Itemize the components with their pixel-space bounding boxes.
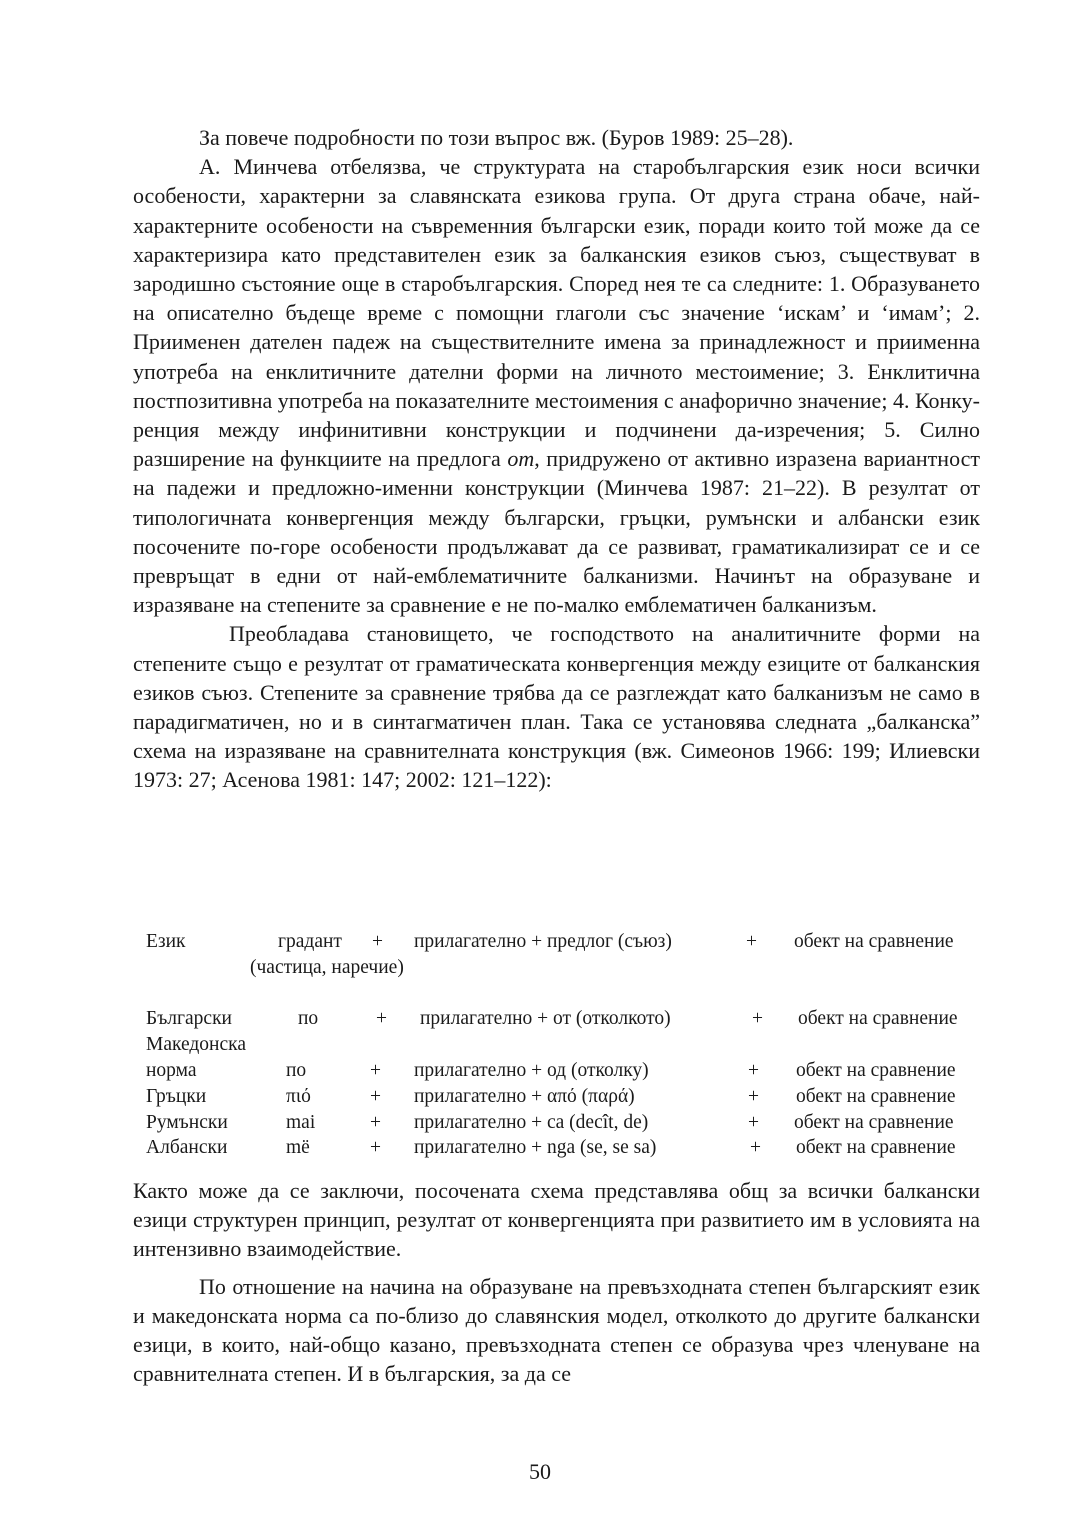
paragraph-mincheva	[133, 152, 980, 619]
row-plus-1: +	[370, 1137, 381, 1159]
row-gradant: πιό	[286, 1085, 311, 1107]
paragraph-analytic-forms: Преобладава становището, че господството на аналитичните форми на степените също е резултат от граматическата конвергенция между езиците от балканския езиков съюз. Степените за сравнение трябва да се разглеждат като балканизъм не само в парадигматичен, но и в синтагматичен план. Така се установява следната „балканска” схема на изразяване на сравнителната конструкция (вж. Симеонов 1966: 199; Илиевски 1973: 27; Асенова 1981: 147; 2002: 121–122):	[133, 621, 980, 793]
header-formula: прилагателно + предлог (съюз)	[414, 931, 672, 952]
paragraph-mincheva-part1: А. Минчева отбелязва, че структурата на старобългарския език носи всички особености, характерни за славянската езикова група. От друга страна обаче, най-характерните особености на съвременния български език, поради които той може да се характеризира като представителен език за балканския езиков съюз, съществуват в зародишно състояние още в старобългарския. Според нея те са следните: 1. Образуването на описателно бъдеще време с помощни глаголи със значение ‘искам’ и ‘имам’; 2. Приименен дателен падеж на съществителните имена за принадлежност и приименна употреба на енклитичните дателни форми на личното местоимение; 3. Енклитична постпозитивна употреба на показателните местоимения с анафорично значение; 4. Конкуренция между инфинитивни конструкции и подчинени да-изречения; 5. Силно разширение на функциите на предлога	[133, 154, 980, 472]
row-plus-1: +	[376, 1008, 387, 1030]
row-gradant: по	[298, 1008, 319, 1030]
row-language: Албански	[146, 1137, 228, 1159]
page-number: 50	[529, 1459, 551, 1484]
row-formula: прилагателно + од (отколку)	[414, 1059, 649, 1081]
table-row	[146, 1084, 986, 1110]
row-gradant: mai	[286, 1111, 316, 1133]
row-formula: прилагателно + από (παρά)	[414, 1085, 635, 1107]
table-spacer	[146, 981, 986, 1007]
row-plus-2: +	[752, 1008, 763, 1030]
row-object: обект на сравнение	[796, 1059, 956, 1081]
row-plus-2: +	[748, 1059, 759, 1081]
row-formula: прилагателно + ca (decît, de)	[414, 1111, 649, 1133]
row-language: Гръцки	[146, 1085, 207, 1107]
paragraph-superlative: По отношение на начина на образуване на превъзходната степен българският език и македонската норма са по-близо до славянския модел, отколкото до другите балкански езици, в които, най-общо казано, превъзходната степен се образува чрез членуване на сравнителната степен. И в българския, за да се	[133, 1273, 980, 1387]
table-row	[146, 1135, 986, 1161]
table-row	[146, 1032, 986, 1058]
row-plus-2: +	[748, 1111, 759, 1133]
table-row	[146, 1110, 986, 1136]
row-plus-2: +	[748, 1085, 759, 1107]
row-gradant: më	[286, 1137, 310, 1159]
row-gradant: по	[286, 1059, 307, 1081]
header-gradant-note: (частица, наречие)	[250, 956, 404, 978]
row-plus-1: +	[370, 1111, 381, 1133]
row-plus-2: +	[750, 1137, 761, 1159]
body-text-bottom	[133, 1176, 980, 1388]
row-plus-1: +	[370, 1059, 381, 1081]
header-object: обект на сравнение	[794, 931, 954, 952]
row-language: Румънски	[146, 1111, 228, 1133]
italic-preposition: от	[507, 446, 535, 472]
row-object: обект на сравнение	[796, 1137, 956, 1159]
table-header-row	[146, 929, 986, 955]
row-formula: прилагателно + nga (se, se sa)	[414, 1137, 657, 1159]
table-header-note-row	[146, 955, 986, 981]
header-plus-2: +	[746, 931, 757, 952]
row-object: обект на сравнение	[798, 1008, 958, 1030]
paragraph-mincheva-part2: , придружено от активно изразена вариантност на падежи и предложно-именни конструкции (Минчева 1987: 21–22). В резултат от типологичната конвергенция между български, гръцки, румънски и албански език посочените по-горе особености продължават да се развиват, граматикализират се и се превръщат в едни от най-емблематичните балканизми. Начинът на образуване и изразяване на степените за сравнение е не по-малко емблематичен балканизъм.	[133, 446, 980, 618]
row-object: обект на сравнение	[794, 1111, 954, 1133]
row-formula: прилагателно + от (отколкото)	[420, 1008, 671, 1030]
row-language: Македонска	[146, 1034, 246, 1056]
row-object: обект на сравнение	[796, 1085, 956, 1107]
header-gradant: градант	[278, 931, 342, 952]
header-language: Език	[146, 931, 186, 952]
header-plus-1: +	[372, 931, 383, 952]
comparison-schema-table	[146, 929, 986, 1161]
row-language: норма	[146, 1059, 197, 1081]
paragraph-conclusion: Както може да се заключи, посочената схема представлява общ за всички балкански езици структурен принцип, резултат от конвергенцията при развитието им в условията на интензивно взаимодействие.	[133, 1178, 980, 1262]
table-row	[146, 1058, 986, 1084]
row-language: Български	[146, 1008, 232, 1030]
table-row	[146, 1006, 986, 1032]
body-text-top	[133, 123, 980, 795]
paragraph-reference: За повече подробности по този въпрос вж. (Буров 1989: 25–28).	[199, 125, 794, 150]
row-plus-1: +	[370, 1085, 381, 1107]
